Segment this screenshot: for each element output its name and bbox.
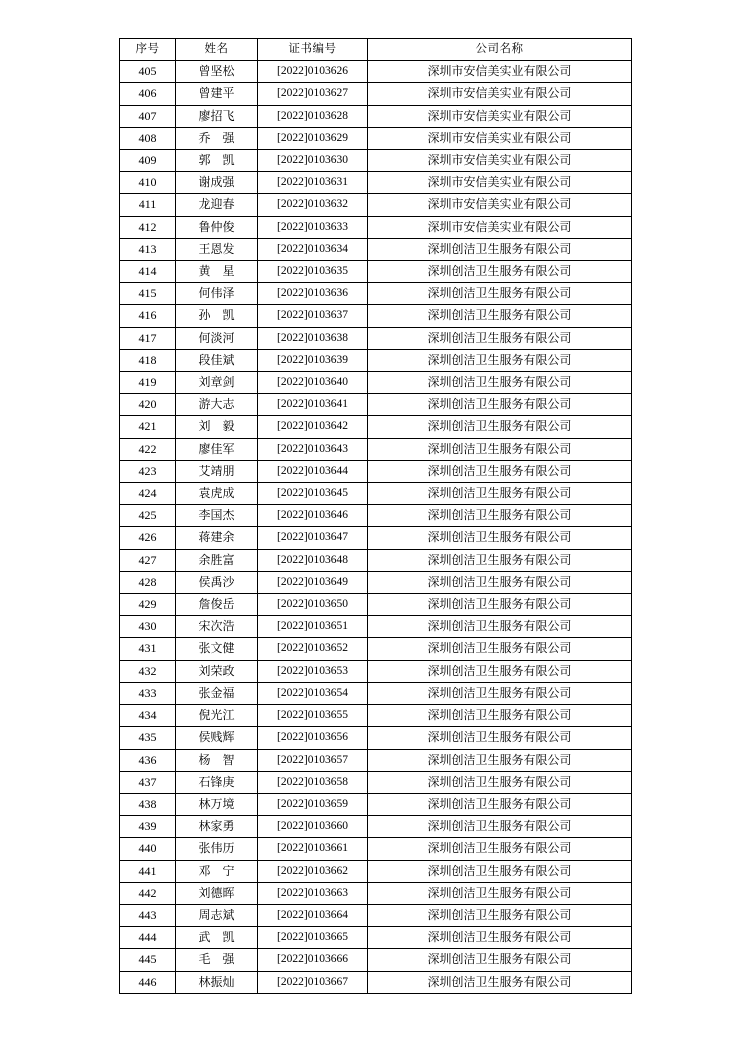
- row-name: 林振灿: [176, 971, 258, 993]
- row-certificate-number: [2022]0103661: [258, 838, 368, 860]
- row-company-name: 深圳创洁卫生服务有限公司: [368, 771, 632, 793]
- row-name: 毛 强: [176, 949, 258, 971]
- row-name: 石锋庚: [176, 771, 258, 793]
- row-index: 431: [120, 638, 176, 660]
- table-row: [120, 61, 632, 83]
- table-row: [120, 616, 632, 638]
- row-index: 444: [120, 927, 176, 949]
- row-company-name: 深圳创洁卫生服务有限公司: [368, 305, 632, 327]
- row-name: 余胜富: [176, 549, 258, 571]
- row-company-name: 深圳创洁卫生服务有限公司: [368, 971, 632, 993]
- row-index: 439: [120, 816, 176, 838]
- row-index: 409: [120, 150, 176, 172]
- row-company-name: 深圳创洁卫生服务有限公司: [368, 505, 632, 527]
- row-company-name: 深圳创洁卫生服务有限公司: [368, 238, 632, 260]
- row-name: 艾靖朋: [176, 460, 258, 482]
- row-name: 曾坚松: [176, 61, 258, 83]
- row-company-name: 深圳创洁卫生服务有限公司: [368, 283, 632, 305]
- table-row: [120, 727, 632, 749]
- row-company-name: 深圳创洁卫生服务有限公司: [368, 416, 632, 438]
- row-certificate-number: [2022]0103647: [258, 527, 368, 549]
- row-certificate-number: [2022]0103660: [258, 816, 368, 838]
- row-index: 417: [120, 327, 176, 349]
- row-index: 435: [120, 727, 176, 749]
- row-certificate-number: [2022]0103651: [258, 616, 368, 638]
- row-index: 413: [120, 238, 176, 260]
- row-name: 谢成强: [176, 172, 258, 194]
- row-certificate-number: [2022]0103631: [258, 172, 368, 194]
- row-company-name: 深圳创洁卫生服务有限公司: [368, 793, 632, 815]
- row-company-name: 深圳创洁卫生服务有限公司: [368, 682, 632, 704]
- row-company-name: 深圳创洁卫生服务有限公司: [368, 616, 632, 638]
- row-name: 刘章剑: [176, 372, 258, 394]
- row-name: 王恩发: [176, 238, 258, 260]
- table-row: [120, 483, 632, 505]
- table-row: [120, 127, 632, 149]
- table-row: [120, 705, 632, 727]
- table-row: [120, 105, 632, 127]
- row-certificate-number: [2022]0103638: [258, 327, 368, 349]
- row-certificate-number: [2022]0103643: [258, 438, 368, 460]
- row-index: 425: [120, 505, 176, 527]
- row-name: 林万境: [176, 793, 258, 815]
- row-name: 侯贱辉: [176, 727, 258, 749]
- table-row: [120, 283, 632, 305]
- table-row: [120, 394, 632, 416]
- row-company-name: 深圳市安信美实业有限公司: [368, 83, 632, 105]
- row-name: 李国杰: [176, 505, 258, 527]
- row-company-name: 深圳市安信美实业有限公司: [368, 216, 632, 238]
- table-row: [120, 150, 632, 172]
- row-certificate-number: [2022]0103626: [258, 61, 368, 83]
- row-company-name: 深圳创洁卫生服务有限公司: [368, 705, 632, 727]
- row-certificate-number: [2022]0103656: [258, 727, 368, 749]
- row-company-name: 深圳创洁卫生服务有限公司: [368, 749, 632, 771]
- table-row: [120, 194, 632, 216]
- row-company-name: 深圳创洁卫生服务有限公司: [368, 860, 632, 882]
- row-company-name: 深圳创洁卫生服务有限公司: [368, 460, 632, 482]
- row-name: 龙迎春: [176, 194, 258, 216]
- row-certificate-number: [2022]0103633: [258, 216, 368, 238]
- table-row: [120, 349, 632, 371]
- row-certificate-number: [2022]0103663: [258, 882, 368, 904]
- table-row: [120, 838, 632, 860]
- row-name: 刘德晖: [176, 882, 258, 904]
- table-row: [120, 771, 632, 793]
- row-company-name: 深圳创洁卫生服务有限公司: [368, 882, 632, 904]
- row-index: 418: [120, 349, 176, 371]
- row-company-name: 深圳创洁卫生服务有限公司: [368, 904, 632, 926]
- row-company-name: 深圳创洁卫生服务有限公司: [368, 660, 632, 682]
- row-company-name: 深圳创洁卫生服务有限公司: [368, 394, 632, 416]
- row-certificate-number: [2022]0103644: [258, 460, 368, 482]
- row-name: 杨 智: [176, 749, 258, 771]
- row-name: 刘荣政: [176, 660, 258, 682]
- table-row: [120, 327, 632, 349]
- table-header-row: [120, 39, 632, 61]
- column-header-company-name: 公司名称: [368, 39, 632, 61]
- row-name: 黄 星: [176, 261, 258, 283]
- row-name: 乔 强: [176, 127, 258, 149]
- row-certificate-number: [2022]0103655: [258, 705, 368, 727]
- row-index: 442: [120, 882, 176, 904]
- table-row: [120, 238, 632, 260]
- row-certificate-number: [2022]0103652: [258, 638, 368, 660]
- row-name: 倪光江: [176, 705, 258, 727]
- table-row: [120, 261, 632, 283]
- table-header: [120, 39, 632, 61]
- table-row: [120, 882, 632, 904]
- certificate-table: [119, 38, 632, 994]
- table-body: [120, 61, 632, 994]
- row-index: 408: [120, 127, 176, 149]
- row-index: 440: [120, 838, 176, 860]
- row-company-name: 深圳市安信美实业有限公司: [368, 61, 632, 83]
- table-row: [120, 927, 632, 949]
- table-row: [120, 660, 632, 682]
- table-row: [120, 749, 632, 771]
- table-row: [120, 793, 632, 815]
- table-row: [120, 527, 632, 549]
- table-row: [120, 816, 632, 838]
- table-row: [120, 372, 632, 394]
- row-certificate-number: [2022]0103632: [258, 194, 368, 216]
- row-certificate-number: [2022]0103659: [258, 793, 368, 815]
- row-certificate-number: [2022]0103645: [258, 483, 368, 505]
- row-index: 421: [120, 416, 176, 438]
- column-header-index: 序号: [120, 39, 176, 61]
- row-company-name: 深圳市安信美实业有限公司: [368, 150, 632, 172]
- row-name: 郭 凯: [176, 150, 258, 172]
- row-certificate-number: [2022]0103637: [258, 305, 368, 327]
- row-company-name: 深圳创洁卫生服务有限公司: [368, 727, 632, 749]
- certificate-table-wrapper: [119, 38, 631, 994]
- row-name: 段佳斌: [176, 349, 258, 371]
- row-certificate-number: [2022]0103641: [258, 394, 368, 416]
- table-row: [120, 571, 632, 593]
- row-name: 孙 凯: [176, 305, 258, 327]
- table-row: [120, 305, 632, 327]
- row-certificate-number: [2022]0103640: [258, 372, 368, 394]
- row-company-name: 深圳市安信美实业有限公司: [368, 172, 632, 194]
- table-row: [120, 460, 632, 482]
- table-row: [120, 172, 632, 194]
- row-certificate-number: [2022]0103662: [258, 860, 368, 882]
- row-certificate-number: [2022]0103657: [258, 749, 368, 771]
- table-row: [120, 83, 632, 105]
- table-row: [120, 594, 632, 616]
- row-company-name: 深圳创洁卫生服务有限公司: [368, 838, 632, 860]
- row-name: 宋次浩: [176, 616, 258, 638]
- row-index: 428: [120, 571, 176, 593]
- row-name: 林家勇: [176, 816, 258, 838]
- row-name: 武 凯: [176, 927, 258, 949]
- row-certificate-number: [2022]0103629: [258, 127, 368, 149]
- row-index: 419: [120, 372, 176, 394]
- column-header-name: 姓名: [176, 39, 258, 61]
- row-index: 411: [120, 194, 176, 216]
- row-index: 405: [120, 61, 176, 83]
- row-index: 433: [120, 682, 176, 704]
- row-company-name: 深圳创洁卫生服务有限公司: [368, 949, 632, 971]
- row-index: 406: [120, 83, 176, 105]
- row-index: 427: [120, 549, 176, 571]
- row-certificate-number: [2022]0103634: [258, 238, 368, 260]
- row-index: 446: [120, 971, 176, 993]
- row-index: 424: [120, 483, 176, 505]
- row-index: 432: [120, 660, 176, 682]
- row-company-name: 深圳创洁卫生服务有限公司: [368, 483, 632, 505]
- row-index: 430: [120, 616, 176, 638]
- row-name: 詹俊岳: [176, 594, 258, 616]
- row-index: 415: [120, 283, 176, 305]
- table-row: [120, 860, 632, 882]
- row-certificate-number: [2022]0103635: [258, 261, 368, 283]
- row-certificate-number: [2022]0103646: [258, 505, 368, 527]
- row-index: 438: [120, 793, 176, 815]
- row-index: 423: [120, 460, 176, 482]
- row-certificate-number: [2022]0103627: [258, 83, 368, 105]
- row-company-name: 深圳创洁卫生服务有限公司: [368, 571, 632, 593]
- row-name: 张文健: [176, 638, 258, 660]
- row-index: 443: [120, 904, 176, 926]
- row-company-name: 深圳创洁卫生服务有限公司: [368, 594, 632, 616]
- row-company-name: 深圳创洁卫生服务有限公司: [368, 927, 632, 949]
- row-company-name: 深圳创洁卫生服务有限公司: [368, 816, 632, 838]
- row-certificate-number: [2022]0103650: [258, 594, 368, 616]
- row-name: 何伟泽: [176, 283, 258, 305]
- row-company-name: 深圳创洁卫生服务有限公司: [368, 549, 632, 571]
- row-index: 426: [120, 527, 176, 549]
- row-certificate-number: [2022]0103649: [258, 571, 368, 593]
- row-index: 429: [120, 594, 176, 616]
- row-name: 袁虎成: [176, 483, 258, 505]
- row-name: 张伟历: [176, 838, 258, 860]
- row-index: 434: [120, 705, 176, 727]
- row-certificate-number: [2022]0103664: [258, 904, 368, 926]
- table-row: [120, 904, 632, 926]
- row-company-name: 深圳创洁卫生服务有限公司: [368, 261, 632, 283]
- table-row: [120, 949, 632, 971]
- column-header-certificate-number: 证书编号: [258, 39, 368, 61]
- row-company-name: 深圳创洁卫生服务有限公司: [368, 372, 632, 394]
- row-index: 445: [120, 949, 176, 971]
- row-index: 412: [120, 216, 176, 238]
- row-name: 刘 毅: [176, 416, 258, 438]
- table-row: [120, 682, 632, 704]
- row-index: 420: [120, 394, 176, 416]
- row-name: 游大志: [176, 394, 258, 416]
- row-company-name: 深圳创洁卫生服务有限公司: [368, 438, 632, 460]
- row-index: 441: [120, 860, 176, 882]
- row-name: 鲁仲俊: [176, 216, 258, 238]
- row-index: 414: [120, 261, 176, 283]
- row-name: 周志斌: [176, 904, 258, 926]
- row-index: 410: [120, 172, 176, 194]
- row-name: 邓 宁: [176, 860, 258, 882]
- table-row: [120, 505, 632, 527]
- row-company-name: 深圳市安信美实业有限公司: [368, 127, 632, 149]
- row-index: 422: [120, 438, 176, 460]
- row-company-name: 深圳市安信美实业有限公司: [368, 105, 632, 127]
- row-index: 416: [120, 305, 176, 327]
- row-name: 蒋建余: [176, 527, 258, 549]
- row-company-name: 深圳创洁卫生服务有限公司: [368, 327, 632, 349]
- row-company-name: 深圳创洁卫生服务有限公司: [368, 638, 632, 660]
- row-index: 407: [120, 105, 176, 127]
- row-certificate-number: [2022]0103667: [258, 971, 368, 993]
- row-certificate-number: [2022]0103642: [258, 416, 368, 438]
- row-certificate-number: [2022]0103636: [258, 283, 368, 305]
- table-row: [120, 638, 632, 660]
- row-certificate-number: [2022]0103639: [258, 349, 368, 371]
- table-row: [120, 971, 632, 993]
- table-row: [120, 416, 632, 438]
- row-name: 侯禹沙: [176, 571, 258, 593]
- row-certificate-number: [2022]0103658: [258, 771, 368, 793]
- row-certificate-number: [2022]0103653: [258, 660, 368, 682]
- row-certificate-number: [2022]0103666: [258, 949, 368, 971]
- row-certificate-number: [2022]0103648: [258, 549, 368, 571]
- row-name: 何淡河: [176, 327, 258, 349]
- row-name: 廖招飞: [176, 105, 258, 127]
- row-certificate-number: [2022]0103630: [258, 150, 368, 172]
- table-row: [120, 438, 632, 460]
- row-company-name: 深圳创洁卫生服务有限公司: [368, 349, 632, 371]
- table-row: [120, 216, 632, 238]
- row-index: 436: [120, 749, 176, 771]
- row-certificate-number: [2022]0103628: [258, 105, 368, 127]
- row-company-name: 深圳市安信美实业有限公司: [368, 194, 632, 216]
- row-name: 廖佳军: [176, 438, 258, 460]
- row-index: 437: [120, 771, 176, 793]
- row-certificate-number: [2022]0103654: [258, 682, 368, 704]
- table-row: [120, 549, 632, 571]
- row-name: 曾建平: [176, 83, 258, 105]
- row-certificate-number: [2022]0103665: [258, 927, 368, 949]
- row-name: 张金福: [176, 682, 258, 704]
- row-company-name: 深圳创洁卫生服务有限公司: [368, 527, 632, 549]
